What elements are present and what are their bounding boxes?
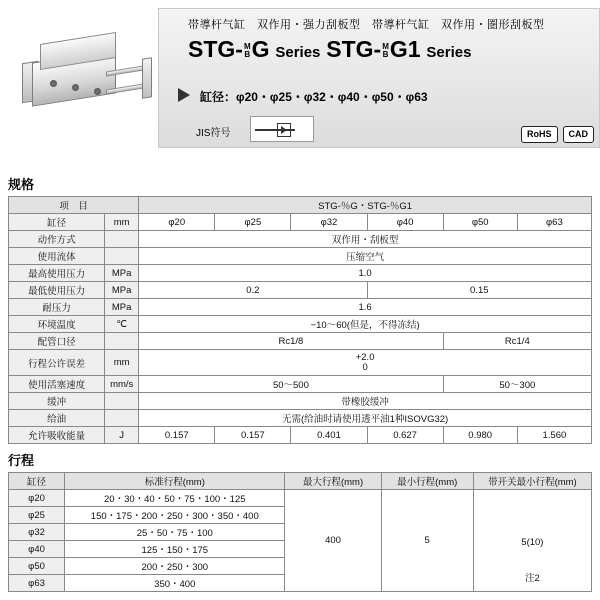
spec-row-unit xyxy=(105,410,139,427)
spec-section-title: 规格 xyxy=(8,177,35,192)
stroke-header-cell: 标准行程(mm) xyxy=(65,473,285,490)
stroke-switch-min-value: 5(10) xyxy=(521,537,544,548)
spec-row xyxy=(9,231,592,248)
stroke-standard-cell: 200・250・300 xyxy=(65,558,285,575)
spec-cell: φ25 xyxy=(215,214,291,231)
spec-row-unit xyxy=(105,231,139,248)
stroke-bore-cell: φ63 xyxy=(9,575,65,592)
stroke-header-cell: 最小行程(mm) xyxy=(381,473,473,490)
rohs-badge: RoHS xyxy=(521,126,558,143)
spec-row-label: 动作方式 xyxy=(9,231,105,248)
stroke-standard-cell: 20・30・40・50・75・100・125 xyxy=(65,490,285,507)
stroke-standard-cell: 25・50・75・100 xyxy=(65,524,285,541)
spec-cell: 0.157 xyxy=(215,427,291,444)
stroke-section-title: 行程 xyxy=(8,453,35,468)
spec-row xyxy=(9,333,592,350)
spec-cell: 0.980 xyxy=(443,427,517,444)
spec-row-label: 缓冲 xyxy=(9,393,105,410)
spec-row-unit: MPa xyxy=(105,299,139,316)
stroke-min-cell: 5 xyxy=(381,490,473,592)
stroke-bore-cell: φ50 xyxy=(9,558,65,575)
product-illustration xyxy=(14,18,154,136)
spec-row-label: 给油 xyxy=(9,410,105,427)
spec-row-unit xyxy=(105,248,139,265)
title-m-2: M xyxy=(382,42,389,52)
spec-row-unit: MPa xyxy=(105,282,139,299)
spec-row xyxy=(9,282,592,299)
cad-badge: CAD xyxy=(563,126,595,143)
jis-symbol-label: JIS符号 xyxy=(196,128,231,139)
spec-cell: −10～60(但是，不得冻结) xyxy=(139,316,592,333)
stroke-row xyxy=(9,490,592,507)
spec-cell: φ32 xyxy=(291,214,367,231)
spec-row xyxy=(9,214,592,231)
spec-row-unit: mm xyxy=(105,350,139,376)
specification-table xyxy=(8,196,592,444)
spec-row-unit: mm xyxy=(105,214,139,231)
stroke-header-row xyxy=(9,473,592,490)
stroke-bore-cell: φ32 xyxy=(9,524,65,541)
bullet-arrow-icon xyxy=(178,88,190,102)
spec-row-label: 最低使用压力 xyxy=(9,282,105,299)
title-g-1: G xyxy=(251,36,270,62)
stroke-header-cell: 缸径 xyxy=(9,473,65,490)
spec-row-unit: mm/s xyxy=(105,376,139,393)
spec-cell: 50～500 xyxy=(139,376,443,393)
stroke-header-cell: 带开关最小行程(mm) xyxy=(473,473,591,490)
title-g-2: G1 xyxy=(389,36,421,62)
spec-row-label: 环境温度 xyxy=(9,316,105,333)
spec-cell: φ63 xyxy=(517,214,591,231)
spec-cell: 50～300 xyxy=(443,376,591,393)
title-b-1: B xyxy=(244,50,251,60)
jis-symbol-diagram xyxy=(250,116,314,142)
spec-row xyxy=(9,427,592,444)
spec-cell: 1.560 xyxy=(517,427,591,444)
spec-cell: 带橡胶缓冲 xyxy=(139,393,592,410)
spec-row xyxy=(9,265,592,282)
spec-cell: φ20 xyxy=(139,214,215,231)
stroke-bore-cell: φ20 xyxy=(9,490,65,507)
spec-cell: 0.627 xyxy=(367,427,443,444)
spec-cell: φ40 xyxy=(367,214,443,231)
page-header xyxy=(0,0,600,168)
spec-row-label: 使用流体 xyxy=(9,248,105,265)
title-prefix-1: STG- xyxy=(188,36,243,62)
spec-cell: 0.2 xyxy=(139,282,367,299)
spec-cell: 双作用・刮板型 xyxy=(139,231,592,248)
spec-cell: 压缩空气 xyxy=(139,248,592,265)
spec-row-unit: MPa xyxy=(105,265,139,282)
spec-row xyxy=(9,350,592,376)
spec-group-header: STG-％G・STG-％G1 xyxy=(139,197,592,214)
stroke-note: 注2 xyxy=(524,573,540,584)
spec-row-label: 配管口径 xyxy=(9,333,105,350)
spec-row-unit xyxy=(105,393,139,410)
spec-row xyxy=(9,393,592,410)
spec-row xyxy=(9,316,592,333)
spec-item-header: 项 目 xyxy=(9,197,139,214)
spec-cell: Rc1/4 xyxy=(443,333,591,350)
spec-cell: 1.0 xyxy=(139,265,592,282)
stroke-bore-cell: φ40 xyxy=(9,541,65,558)
stroke-bore-cell: φ25 xyxy=(9,507,65,524)
spec-header-row xyxy=(9,197,592,214)
spec-cell: +2.0 0 xyxy=(139,350,592,376)
certification-badges xyxy=(521,126,594,143)
spec-cell: 0.401 xyxy=(291,427,367,444)
title-b-2: B xyxy=(382,50,389,60)
spec-row-label: 最高使用压力 xyxy=(9,265,105,282)
spec-cell: 0.15 xyxy=(367,282,591,299)
spec-row-unit: J xyxy=(105,427,139,444)
spec-row-label: 缸径 xyxy=(9,214,105,231)
spec-row xyxy=(9,299,592,316)
spec-row xyxy=(9,410,592,427)
spec-row xyxy=(9,248,592,265)
stroke-switch-min-cell xyxy=(473,490,591,592)
spec-cell: φ50 xyxy=(443,214,517,231)
stroke-table xyxy=(8,472,592,592)
header-bore-list: 缸径：φ20・φ25・φ32・φ40・φ50・φ63 xyxy=(200,90,428,104)
spec-row-label: 使用活塞速度 xyxy=(9,376,105,393)
spec-cell: 0.157 xyxy=(139,427,215,444)
spec-cell: Rc1/8 xyxy=(139,333,443,350)
page-title xyxy=(188,36,471,63)
stroke-max-cell: 400 xyxy=(285,490,381,592)
spec-row xyxy=(9,376,592,393)
stroke-standard-cell: 350・400 xyxy=(65,575,285,592)
title-series-1: Series xyxy=(275,44,321,61)
spec-cell: 无需(给油时请使用透平油1种ISOVG32) xyxy=(139,410,592,427)
stroke-header-cell: 最大行程(mm) xyxy=(285,473,381,490)
spec-row-label: 耐压力 xyxy=(9,299,105,316)
spec-row-unit: ℃ xyxy=(105,316,139,333)
title-prefix-2: STG- xyxy=(326,36,382,62)
spec-cell: 1.6 xyxy=(139,299,592,316)
header-subtitle: 帯導杆气缸 双作用・强力刮板型 帯導杆气缸 双作用・圏形刮板型 xyxy=(188,19,545,31)
spec-row-label: 行程公许误差 xyxy=(9,350,105,376)
title-series-2: Series xyxy=(426,44,472,61)
spec-row-unit xyxy=(105,333,139,350)
stroke-standard-cell: 150・175・200・250・300・350・400 xyxy=(65,507,285,524)
title-m-1: M xyxy=(243,42,251,52)
spec-row-label: 允许吸收能量 xyxy=(9,427,105,444)
stroke-standard-cell: 125・150・175 xyxy=(65,541,285,558)
